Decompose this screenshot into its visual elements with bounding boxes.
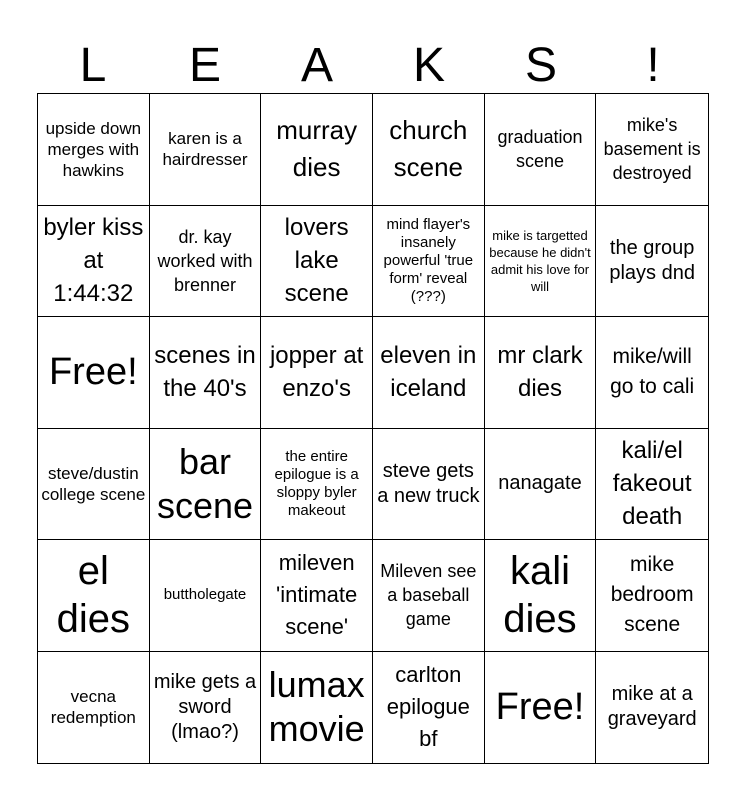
bingo-cell[interactable]: lovers lake scene xyxy=(261,206,373,318)
bingo-cell[interactable]: buttholegate xyxy=(150,540,262,652)
bingo-cell[interactable]: mike at a graveyard xyxy=(607,683,697,731)
bingo-cell[interactable]: church scene xyxy=(373,94,485,206)
bingo-cell[interactable]: murray dies xyxy=(261,94,373,206)
free-space[interactable]: Free! xyxy=(485,652,597,764)
bingo-cell[interactable]: karen is a hairdresser xyxy=(150,94,262,206)
bingo-cell[interactable]: Mileven see a baseball game xyxy=(373,540,485,652)
bingo-cell[interactable]: lumax movie xyxy=(261,652,373,764)
bingo-cell[interactable]: carlton epilogue bf xyxy=(373,652,485,764)
bingo-cell[interactable]: the entire epilogue is a sloppy byler makeout xyxy=(261,429,373,541)
title-letter-s: S xyxy=(524,39,557,92)
title-letter-e: E xyxy=(188,39,221,92)
bingo-cell[interactable]: mike's basement is destroyed xyxy=(596,94,708,206)
free-space[interactable]: Free! xyxy=(38,317,150,429)
bingo-cell[interactable]: graduation scene xyxy=(485,94,597,206)
bingo-cell[interactable]: eleven in iceland xyxy=(373,317,485,429)
bingo-cell[interactable]: jopper at enzo's xyxy=(261,317,373,429)
bingo-cell[interactable]: mike bedroom scene xyxy=(596,540,708,652)
bingo-cell[interactable]: steve/dustin college scene xyxy=(38,429,150,541)
bingo-cell[interactable]: the group plays dnd xyxy=(596,206,708,318)
title-letter-l: L xyxy=(79,39,107,92)
bingo-cell[interactable]: byler kiss at 1:44:32 xyxy=(38,206,150,318)
bingo-cell[interactable]: steve gets a new truck xyxy=(373,429,485,541)
bingo-cell[interactable]: mike/will go to cali xyxy=(596,317,708,429)
bingo-cell[interactable]: upside down merges with hawkins xyxy=(38,94,150,206)
bingo-cell[interactable]: kali/el fakeout death xyxy=(596,429,708,541)
bingo-cell[interactable]: vecna redemption xyxy=(38,652,150,764)
bingo-cell[interactable]: el dies xyxy=(38,540,150,652)
bingo-cell[interactable]: mileven 'intimate scene' xyxy=(261,540,373,652)
bingo-cell[interactable]: scenes in the 40's xyxy=(150,317,262,429)
bingo-grid xyxy=(37,93,709,764)
bingo-cell[interactable]: bar scene xyxy=(150,429,262,541)
title-letter-a: A xyxy=(300,39,333,92)
bingo-title xyxy=(37,38,709,94)
bingo-cell[interactable]: mind flayer's insanely powerful 'true form' reveal (???) xyxy=(373,206,485,318)
title-letter-exclamation: ! xyxy=(646,39,660,92)
bingo-cell[interactable]: mr clark dies xyxy=(485,317,597,429)
bingo-cell[interactable]: mike is targetted because he didn't admit his love for will xyxy=(485,206,597,318)
bingo-cell[interactable]: kali dies xyxy=(485,540,597,652)
title-letter-k: K xyxy=(412,39,445,92)
bingo-cell[interactable]: mike gets a sword (lmao?) xyxy=(150,652,262,764)
bingo-cell[interactable]: nanagate xyxy=(485,429,597,541)
bingo-cell[interactable]: dr. kay worked with brenner xyxy=(150,206,262,318)
